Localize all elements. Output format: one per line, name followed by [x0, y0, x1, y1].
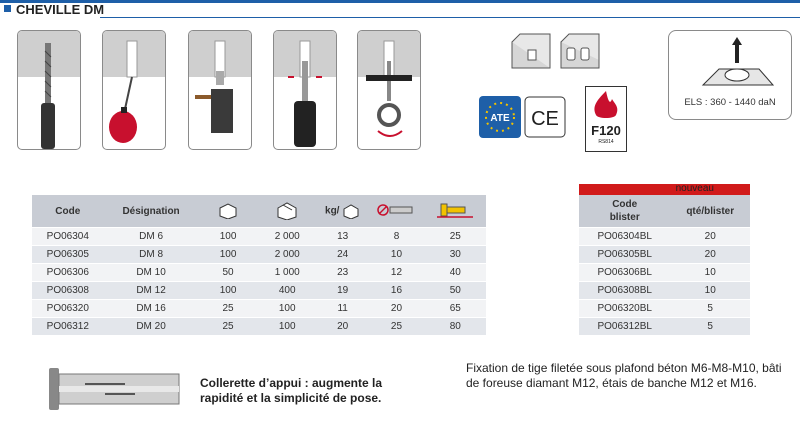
cell: 100	[258, 318, 317, 336]
cell: 50	[425, 282, 486, 300]
cell: 19	[317, 282, 369, 300]
box-large-icon	[258, 195, 317, 228]
cell: PO06304	[32, 228, 104, 246]
cell: PO06305BL	[579, 246, 670, 264]
feature-text: Collerette d’appui : augmente la rapidité et la simplicité de pose.	[200, 376, 383, 405]
cell: 20	[368, 300, 424, 318]
cell: 5	[670, 318, 750, 336]
table-row	[579, 246, 750, 264]
cell: DM 12	[104, 282, 199, 300]
col-code: Code	[32, 195, 104, 228]
table-row	[32, 264, 486, 282]
cell: 1 000	[258, 264, 317, 282]
hollow-block-icon	[559, 32, 601, 72]
cell: PO06305	[32, 246, 104, 264]
cell: 25	[368, 318, 424, 336]
table-row	[32, 282, 486, 300]
hammer-insert-step-icon	[188, 30, 252, 150]
els-label: ELS : 360 - 1440 daN	[684, 97, 776, 108]
box-small-icon	[199, 195, 258, 228]
rod-install-step-icon	[357, 30, 421, 150]
cell: DM 20	[104, 318, 199, 336]
flame-icon	[586, 89, 626, 123]
load-panel	[668, 30, 792, 120]
cell: PO06304BL	[579, 228, 670, 246]
cell: PO06312BL	[579, 318, 670, 336]
cell: 8	[368, 228, 424, 246]
col-code-blister: Code blister	[579, 195, 670, 228]
cell: 2 000	[258, 246, 317, 264]
cell: 13	[317, 228, 369, 246]
cell: 23	[317, 264, 369, 282]
table-row	[579, 228, 750, 246]
cell: 40	[425, 264, 486, 282]
cell: 100	[199, 282, 258, 300]
header-bullet	[4, 5, 11, 12]
anchor-length-icon	[425, 195, 486, 228]
cell: PO06312	[32, 318, 104, 336]
col-qty-blister: qté/blister	[670, 195, 750, 228]
blister-table	[579, 195, 750, 335]
cell: 24	[317, 246, 369, 264]
solid-concrete-icon	[510, 32, 552, 72]
cell: 100	[258, 300, 317, 318]
table-row	[579, 282, 750, 300]
cell: PO06320	[32, 300, 104, 318]
cell: 50	[199, 264, 258, 282]
section-header	[0, 0, 800, 20]
cell: 10	[670, 264, 750, 282]
cell: 100	[199, 246, 258, 264]
table-row	[579, 264, 750, 282]
cell: 25	[425, 228, 486, 246]
cell: PO06308BL	[579, 282, 670, 300]
table-row	[579, 318, 750, 336]
ce-mark-icon	[524, 96, 566, 138]
product-table	[32, 195, 486, 335]
cell: PO06306	[32, 264, 104, 282]
cell: 80	[425, 318, 486, 336]
header-rule	[100, 17, 800, 18]
usage-text: Fixation de tige filetée sous plafond béton M6-M8-M10, bâti de foreuse diamant M12, étais de banche M12 et M16.	[466, 361, 782, 390]
cell: 10	[670, 282, 750, 300]
svg-text:CE: CE	[531, 108, 559, 130]
table-row	[32, 300, 486, 318]
cell: DM 8	[104, 246, 199, 264]
col-designation: Désignation	[104, 195, 199, 228]
fire-ref: RS814	[598, 139, 614, 145]
table-row	[32, 246, 486, 264]
cell: 400	[258, 282, 317, 300]
fire-rating: F120	[591, 123, 621, 138]
cell: 11	[317, 300, 369, 318]
cell: DM 10	[104, 264, 199, 282]
anchor-product-image	[45, 364, 185, 414]
cell: 10	[368, 246, 424, 264]
blow-out-step-icon	[102, 30, 166, 150]
cell: 25	[199, 318, 258, 336]
cell: 16	[368, 282, 424, 300]
ate-badge-icon	[479, 96, 521, 138]
fire-rating-badge	[585, 86, 627, 152]
new-badge: nouveau	[579, 184, 750, 195]
cell: 12	[368, 264, 424, 282]
table-header	[32, 195, 486, 228]
cell: 20	[670, 228, 750, 246]
cell: 2 000	[258, 228, 317, 246]
cell: 20	[670, 246, 750, 264]
table-row	[32, 318, 486, 336]
pull-load-icon	[669, 31, 791, 95]
cell: PO06308	[32, 282, 104, 300]
cell: 25	[199, 300, 258, 318]
cell: PO06320BL	[579, 300, 670, 318]
table-header	[579, 195, 750, 228]
cell: 5	[670, 300, 750, 318]
cell: 20	[317, 318, 369, 336]
cell: 30	[425, 246, 486, 264]
header-bar	[0, 0, 800, 3]
page-title: CHEVILLE DM	[16, 2, 105, 17]
expand-tool-step-icon	[273, 30, 337, 150]
cell: DM 16	[104, 300, 199, 318]
cell: PO06306BL	[579, 264, 670, 282]
table-row	[32, 228, 486, 246]
drill-diameter-icon	[368, 195, 424, 228]
cell: 65	[425, 300, 486, 318]
table-row	[579, 300, 750, 318]
cell: 100	[199, 228, 258, 246]
drill-step-icon	[17, 30, 81, 150]
svg-text:ATE: ATE	[490, 113, 510, 124]
cell: DM 6	[104, 228, 199, 246]
weight-box-icon: kg/	[317, 195, 369, 228]
